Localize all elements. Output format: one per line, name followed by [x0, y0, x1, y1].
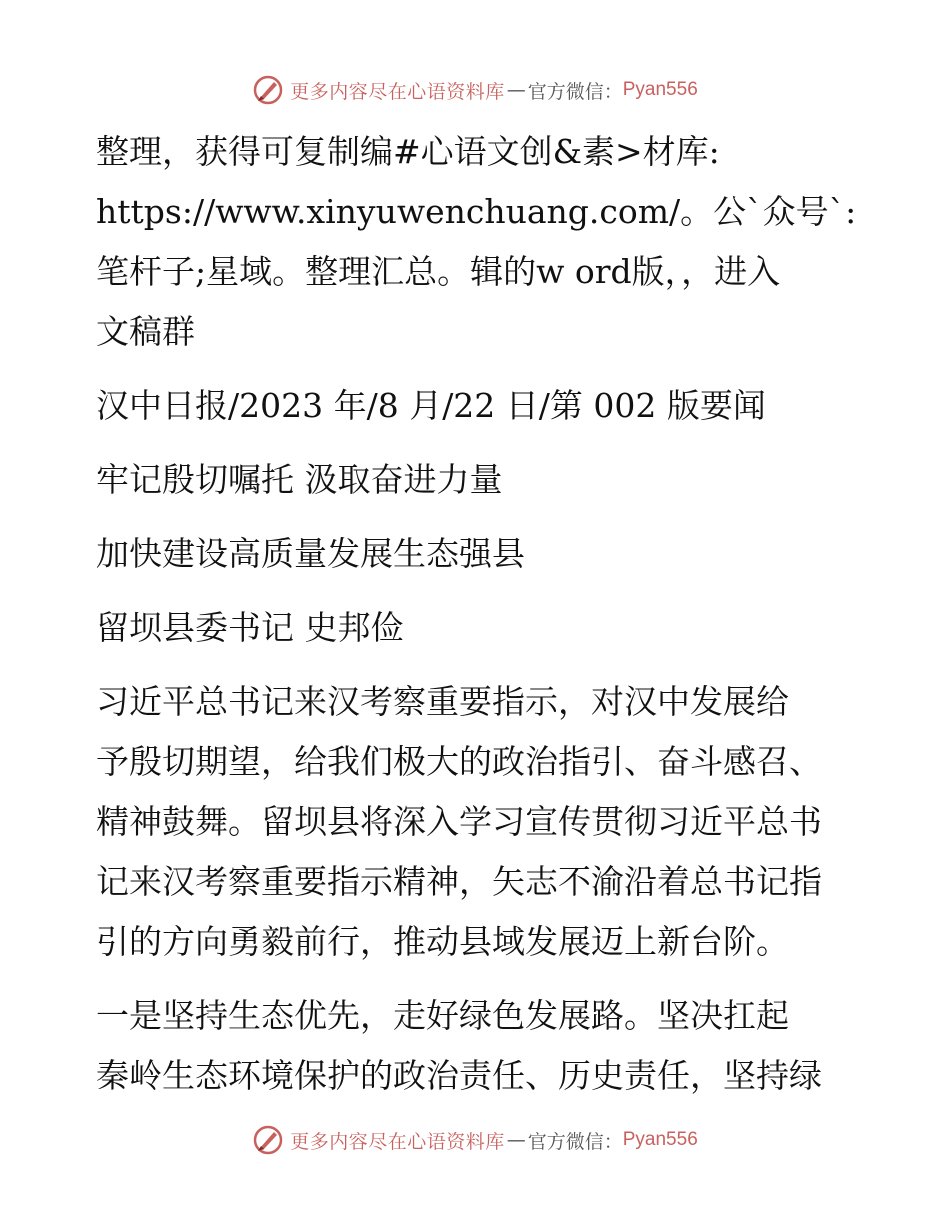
- headline-1: [96, 450, 866, 510]
- intro-line: 笔杆子;星域。整理汇总。辑的w ord版，，进入: [96, 252, 781, 291]
- quill-pen-logo-icon: [252, 1124, 284, 1156]
- author-line-text: 留坝县委书记 史邦俭: [96, 608, 404, 647]
- banner-wechat-label: 官方微信：: [527, 80, 623, 103]
- document-body: [96, 122, 866, 1120]
- body-line: 引的方向勇毅前行，推动县域发展迈上新台阶。: [96, 922, 789, 961]
- banner-dash: —: [506, 1129, 526, 1151]
- headline-2-text: 加快建设高质量发展生态强县: [96, 534, 525, 573]
- intro-line: 整理，获得可复制编#心语文创&素>材库:: [96, 132, 720, 171]
- banner-main-text: 更多内容尽在心语资料库: [290, 80, 505, 103]
- headline-2: [96, 524, 866, 584]
- intro-line: 文稿群: [96, 312, 195, 351]
- body-paragraph-1: [96, 672, 866, 972]
- body-line: 一是坚持生态优先，走好绿色发展路。坚决扛起: [96, 996, 789, 1035]
- banner-wechat-label: 官方微信：: [527, 1130, 623, 1153]
- source-line-text: 汉中日报/2023 年/8 月/22 日/第 002 版要闻: [96, 386, 766, 425]
- body-paragraph-2: [96, 986, 866, 1106]
- banner-dash: —: [506, 79, 526, 101]
- header-banner: [0, 70, 950, 110]
- body-line: 精神鼓舞。留坝县将深入学习宣传贯彻习近平总书: [96, 802, 822, 841]
- intro-paragraph: [96, 122, 866, 362]
- banner-main-text: 更多内容尽在心语资料库: [290, 1130, 505, 1153]
- body-line: 秦岭生态环境保护的政治责任、历史责任，坚持绿: [96, 1056, 822, 1095]
- body-line: 予殷切期望，给我们极大的政治指引、奋斗感召、: [96, 742, 822, 781]
- headline-1-text: 牢记殷切嘱托 汲取奋进力量: [96, 460, 503, 499]
- source-line: [96, 376, 866, 436]
- author-line: [96, 598, 866, 658]
- banner-wechat-id: Pyan556: [622, 1129, 698, 1150]
- footer-banner: [0, 1120, 950, 1160]
- body-line: 记来汉考察重要指示精神，矢志不渝沿着总书记指: [96, 862, 822, 901]
- intro-line: https://www.xinyuwenchuang.com/。公`众号`:: [96, 192, 857, 231]
- banner-wechat-id: Pyan556: [622, 79, 698, 100]
- quill-pen-logo-icon: [252, 74, 284, 106]
- body-line: 习近平总书记来汉考察重要指示，对汉中发展给: [96, 682, 789, 721]
